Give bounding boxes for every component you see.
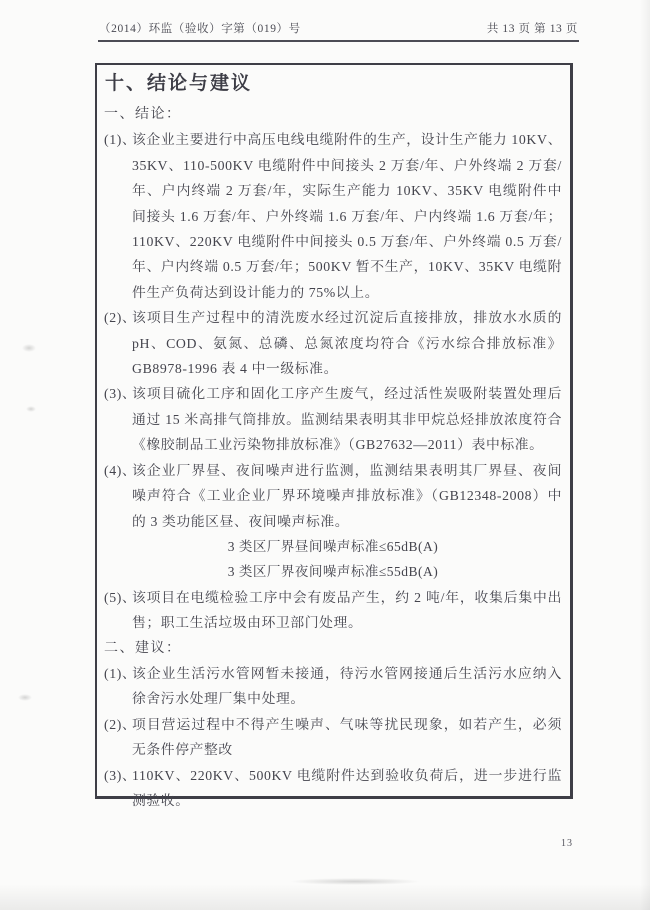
item-text: 项目营运过程中不得产生噪声、气味等扰民现象，如若产生，必须无条件停产整改 <box>132 716 562 758</box>
suggestion-item-3 <box>104 763 562 814</box>
suggestions-heading: 二、建议： <box>104 640 182 656</box>
scan-artifact <box>26 406 36 412</box>
scan-artifact <box>22 344 36 352</box>
scan-artifact <box>18 694 32 701</box>
section-title: 十、结论与建议 <box>105 73 253 94</box>
suggestion-item-1 <box>104 661 562 712</box>
page-count-label: 共 13 页 第 13 页 <box>486 23 578 35</box>
document-number: （2014）环监（验收）字第（019）号 <box>99 23 301 35</box>
item-text: 该企业生活污水管网暂未接通，待污水管网接通后生活污水应纳入徐舍污水处理厂集中处理。 <box>132 665 562 707</box>
conclusions-heading: 一、结论： <box>104 107 182 122</box>
item-marker: (3)、 <box>104 386 137 402</box>
item-marker: (2)、 <box>104 310 137 326</box>
page-header <box>99 20 578 36</box>
conclusion-item-2 <box>104 305 562 381</box>
item-text: 该企业主要进行中高压电线电缆附件的生产，设计生产能力 10KV、35KV、110-500KV 电缆附件中间接头 2 万套/年、户外终端 2 万套/年、户内终端 2 万套/年，实际生产能力 10KV、35KV 电缆附件中间接头 1.6 万套/年、户外终端 1.6 万套/年、户内终端 1.6 万套/年；110KV、220KV 电缆附件中间接头 0.5 万套/年、户外终端 0.5 万套/年、户内终端 0.5 万套/年；500KV 暂不生产，10KV、35KV 电缆附件生产负荷达到设计能力的 75%以上。 <box>132 132 562 300</box>
noise-standard-day: 3 类区厂界昼间噪声标准≤65dB(A) <box>227 538 439 554</box>
suggestion-item-2 <box>104 712 562 763</box>
item-marker: (4)、 <box>104 462 137 478</box>
item-marker: (1)、 <box>104 665 137 681</box>
item-marker: (5)、 <box>104 589 137 605</box>
page-number: 13 <box>561 838 573 849</box>
item-marker: (2)、 <box>104 716 137 732</box>
item-text: 该项目在电缆检验工序中会有废品产生，约 2 吨/年，收集后集中出售；职工生活垃圾由环卫部门处理。 <box>132 589 562 631</box>
item-text: 该企业厂界昼、夜间噪声进行监测，监测结果表明其厂界昼、夜间噪声符合《工业企业厂界环境噪声排放标准》（GB12348-2008）中的 3 类功能区昼、夜间噪声标准。 <box>132 462 562 529</box>
item-text: 该项目硫化工序和固化工序产生废气，经过活性炭吸附装置处理后通过 15 米高排气筒排放。监测结果表明其非甲烷总烃排放浓度符合《橡胶制品工业污染物排放标准》（GB27632—2011）表中标准。 <box>132 386 562 453</box>
item-text: 110KV、220KV、500KV 电缆附件达到验收负荷后，进一步进行监测验收。 <box>132 767 562 808</box>
conclusion-item-4 <box>104 458 562 534</box>
header-divider <box>98 40 579 42</box>
conclusion-item-5 <box>104 585 562 636</box>
conclusion-item-3 <box>104 381 562 457</box>
item-marker: (3)、 <box>104 767 137 783</box>
item-text: 该项目生产过程中的清洗废水经过沉淀后直接排放，排放水水质的 pH、COD、氨氮、总磷、总氮浓度均符合《污水综合排放标准》GB8978-1996 表 4 中一级标准。 <box>132 310 562 377</box>
scan-artifact <box>290 878 420 885</box>
content-border-box <box>95 63 573 808</box>
conclusion-item-1 <box>104 127 562 305</box>
item-marker: (1)、 <box>104 132 137 148</box>
noise-standard-night: 3 类区厂界夜间噪声标准≤55dB(A) <box>227 564 439 580</box>
